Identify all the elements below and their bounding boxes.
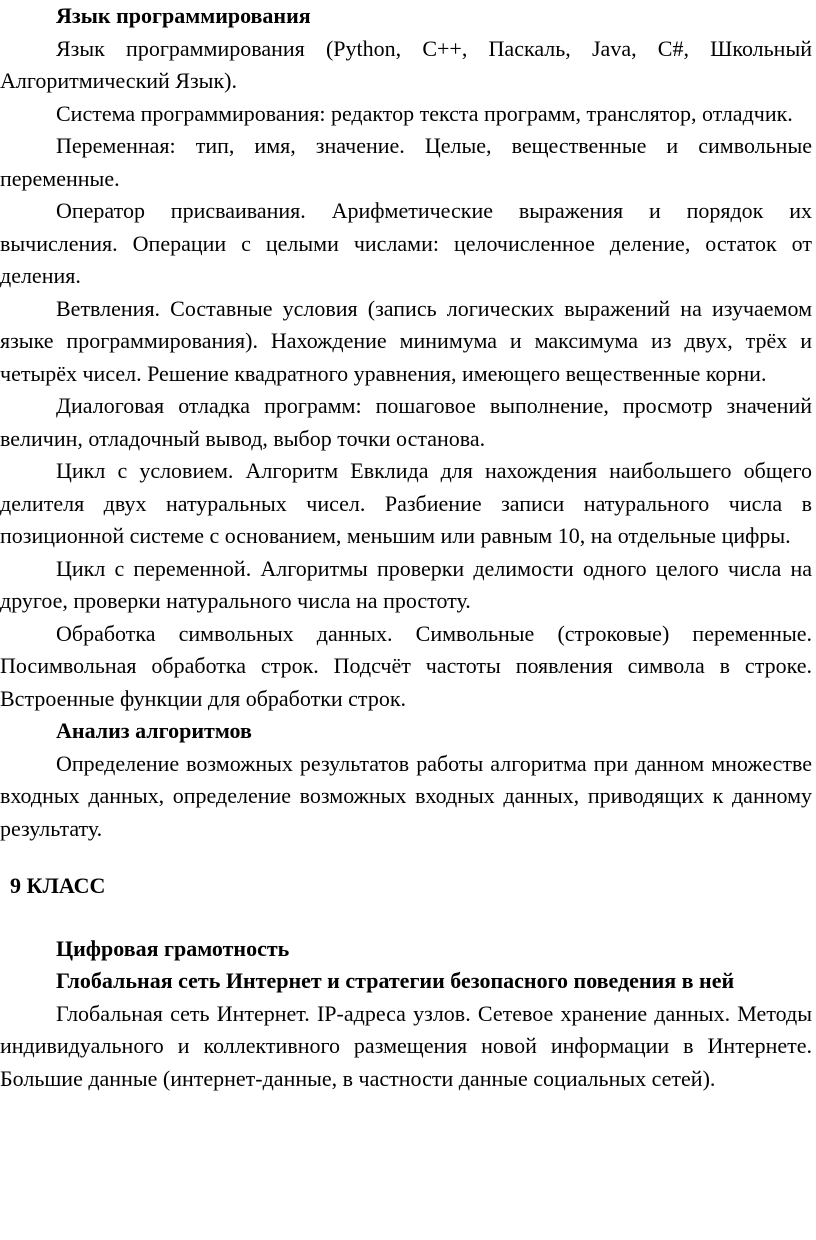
paragraph-internet: Глобальная сеть Интернет. IP-адреса узлов. Сетевое хранение данных. Методы индивидуального и коллективного размещения новой информации в Интернете. Большие данные (интернет-данные, в частности данные социальных сетей). xyxy=(0,1000,812,1091)
paragraph-string-processing: Обработка символьных данных. Символьные (строковые) переменные. Посимвольная обработка строк. Подсчёт частоты появления символа в строке. Встроенные функции для обработки строк. xyxy=(0,620,812,711)
paragraph-loop-condition: Цикл с условием. Алгоритм Евклида для нахождения наибольшего общего делителя двух натуральных чисел. Разбиение записи натурального числа в позиционной системе с основанием, меньшим или равным 10, на отдельные цифры. xyxy=(0,458,812,548)
section-heading-digital-literacy: Цифровая грамотность xyxy=(56,935,290,961)
paragraph-debugging: Диалоговая отладка программ: пошаговое выполнение, просмотр значений величин, отладочный вывод, выбор точки останова. xyxy=(0,393,812,451)
paragraph-languages: Язык программирования (Python, C++, Паскаль, Java, C#, Школьный Алгоритмический Язык). xyxy=(0,35,812,93)
paragraph-branching: Ветвления. Составные условия (запись логических выражений на изучаемом языке программирования). Нахождение минимума и максимума из двух, трёх и четырёх чисел. Решение квадратного уравнения, имеющего вещественные корни. xyxy=(0,295,812,386)
paragraph-programming-system: Система программирования: редактор текста программ, транслятор, отладчик. xyxy=(56,100,793,126)
spacer xyxy=(0,903,812,933)
paragraph-assignment: Оператор присваивания. Арифметические выражения и порядок их вычисления. Операции с целыми числами: целочисленное деление, остаток от деления. xyxy=(0,198,812,288)
paragraph-variables: Переменная: тип, имя, значение. Целые, вещественные и символьные переменные. xyxy=(0,133,812,191)
section-heading-programming-language: Язык программирования xyxy=(56,3,311,28)
section-heading-algorithm-analysis: Анализ алгоритмов xyxy=(56,718,252,743)
grade-heading: 9 КЛАСС xyxy=(10,873,106,898)
subsection-heading-internet-safety: Глобальная сеть Интернет и стратегии безопасного поведения в ней xyxy=(56,968,735,993)
paragraph-loop-variable: Цикл с переменной. Алгоритмы проверки делимости одного целого числа на другое, проверки натурального числа на простоту. xyxy=(0,555,812,613)
spacer xyxy=(0,845,812,870)
paragraph-algorithm-analysis: Определение возможных результатов работы алгоритма при данном множестве входных данных, определение возможных входных данных, приводящих к данному результату. xyxy=(0,750,812,841)
